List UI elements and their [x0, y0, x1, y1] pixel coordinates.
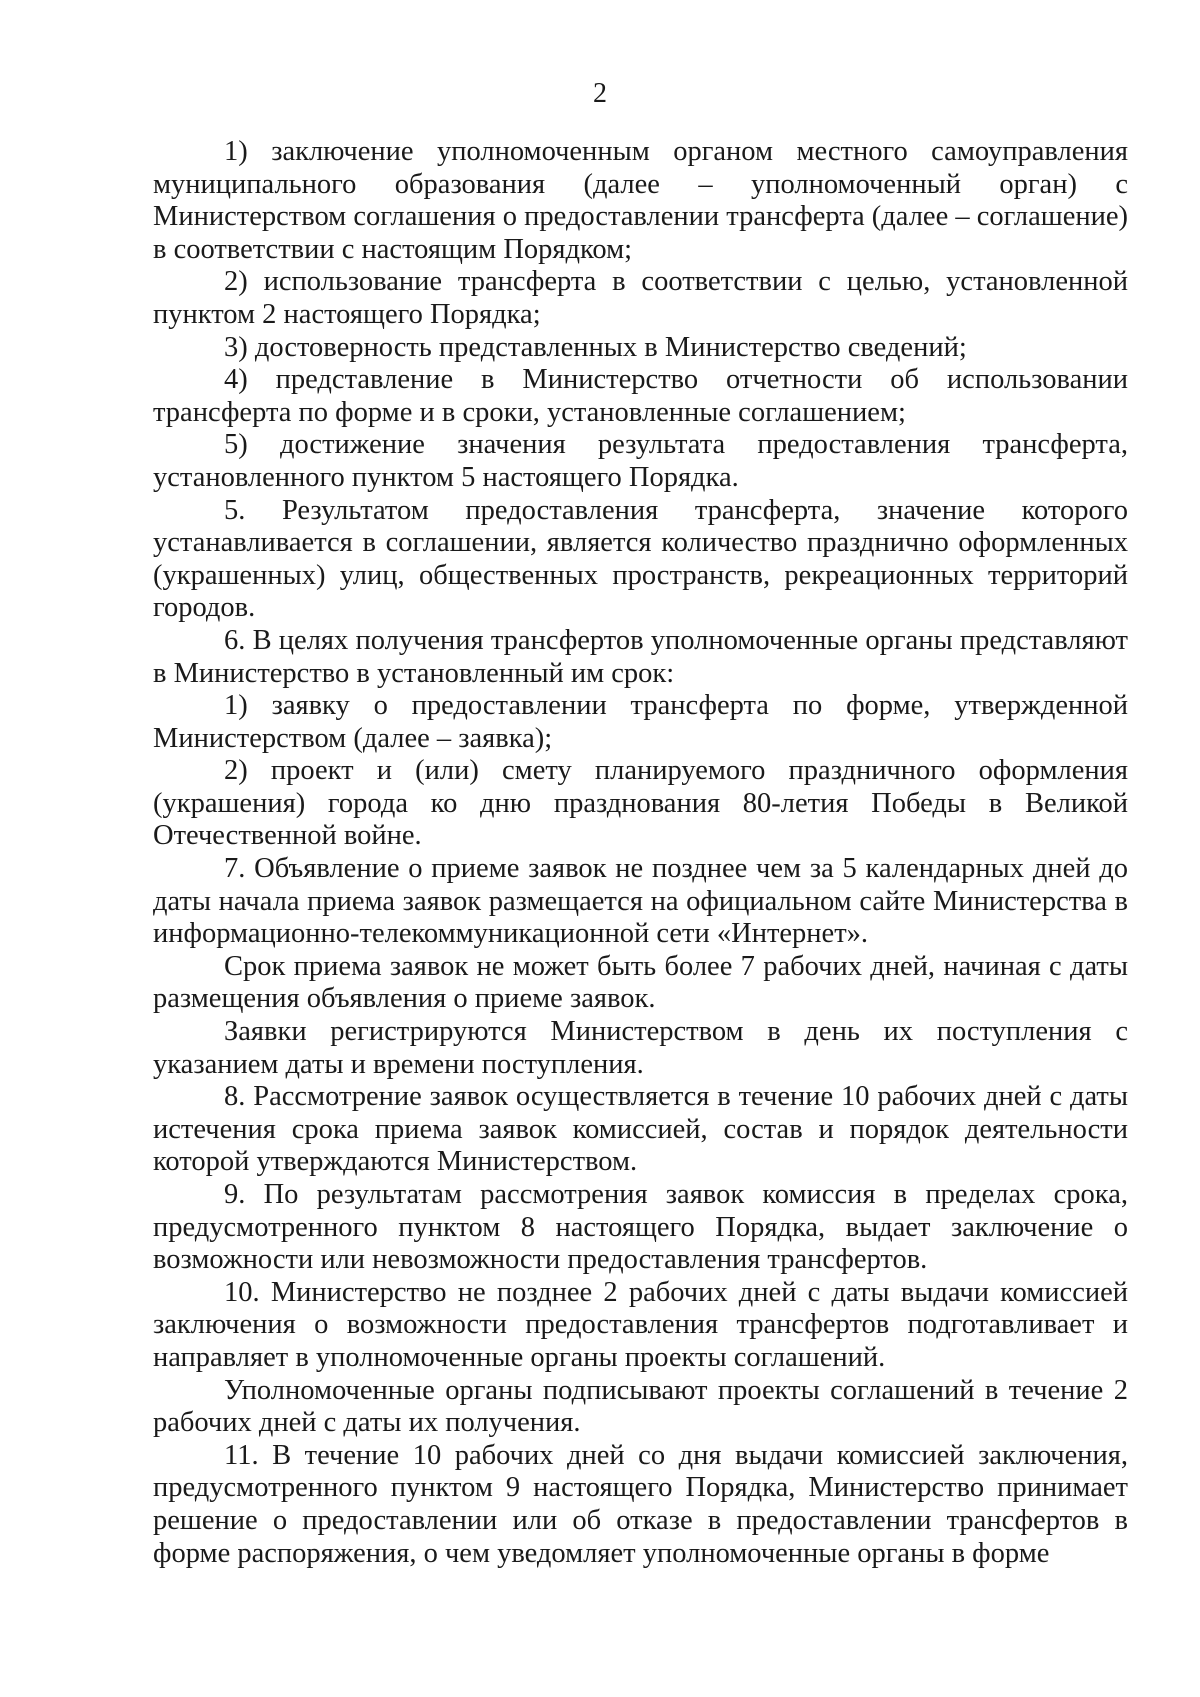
- paragraph-5: 5) достижение значения результата предоставления трансферта, установленного пунктом 5 настоящего Порядка.: [153, 429, 1128, 493]
- paragraph-7: 6. В целях получения трансфертов уполномоченные органы представляют в Министерство в установленный им срок:: [153, 624, 1128, 689]
- paragraph-11: Срок приема заявок не может быть более 7 рабочих дней, начиная с даты размещения объявления о приеме заявок.: [153, 950, 1128, 1015]
- page-number: 2: [593, 78, 607, 109]
- paragraph-15: 10. Министерство не позднее 2 рабочих дней с даты выдачи комиссией заключения о возможности предоставления трансфертов подготавливает и направляет в уполномоченные органы проекты соглашений.: [153, 1276, 1128, 1373]
- paragraph-12: Заявки регистрируются Министерством в день их поступления с указанием даты и времени поступления.: [153, 1016, 1128, 1080]
- paragraph-2: 2) использование трансферта в соответствии с целью, установленной пунктом 2 настоящего Порядка;: [153, 266, 1128, 330]
- paragraph-17: 11. В течение 10 рабочих дней со дня выдачи комиссией заключения, предусмотренного пунктом 9 настоящего Порядка, Министерство принимает решение о предоставлении или об отказе в предоставлении трансфертов в форме распоряжения, о чем уведомляет уполномоченные органы в форме: [153, 1439, 1128, 1569]
- paragraph-8: 1) заявку о предоставлении трансферта по форме, утвержденной Министерством (далее – заявка);: [153, 690, 1128, 754]
- paragraph-1: 1) заключение уполномоченным органом местного самоуправления муниципального образования (далее – уполномоченный орган) с Министерством соглашения о предоставлении трансферта (далее – соглашение) в соответствии с настоящим Порядком;: [153, 136, 1128, 265]
- paragraph-14: 9. По результатам рассмотрения заявок комиссия в пределах срока, предусмотренного пунктом 8 настоящего Порядка, выдает заключение о возможности или невозможности предоставления трансфертов.: [153, 1179, 1128, 1276]
- paragraph-16: Уполномоченные органы подписывают проекты соглашений в течение 2 рабочих дней с даты их получения.: [153, 1374, 1128, 1439]
- paragraph-10: 7. Объявление о приеме заявок не позднее чем за 5 календарных дней до даты начала приема заявок размещается на официальном сайте Министерства в информационно-телекоммуникационной сети «Интернет».: [153, 853, 1128, 950]
- paragraph-13: 8. Рассмотрение заявок осуществляется в течение 10 рабочих дней с даты истечения срока приема заявок комиссией, состав и порядок деятельности которой утверждаются Министерством.: [153, 1081, 1128, 1178]
- document-body: [153, 136, 1128, 1570]
- paragraph-4: 4) представление в Министерство отчетности об использовании трансферта по форме и в сроки, установленные соглашением;: [153, 364, 1128, 428]
- paragraph-3: 3) достоверность представленных в Министерство сведений;: [224, 331, 967, 363]
- paragraph-6: 5. Результатом предоставления трансферта, значение которого устанавливается в соглашении, является количество празднично оформленных (украшенных) улиц, общественных пространств, рекреационных территорий городов.: [153, 494, 1128, 624]
- paragraph-9: 2) проект и (или) смету планируемого праздничного оформления (украшения) города ко дню празднования 80-летия Победы в Великой Отечественной войне.: [153, 755, 1128, 852]
